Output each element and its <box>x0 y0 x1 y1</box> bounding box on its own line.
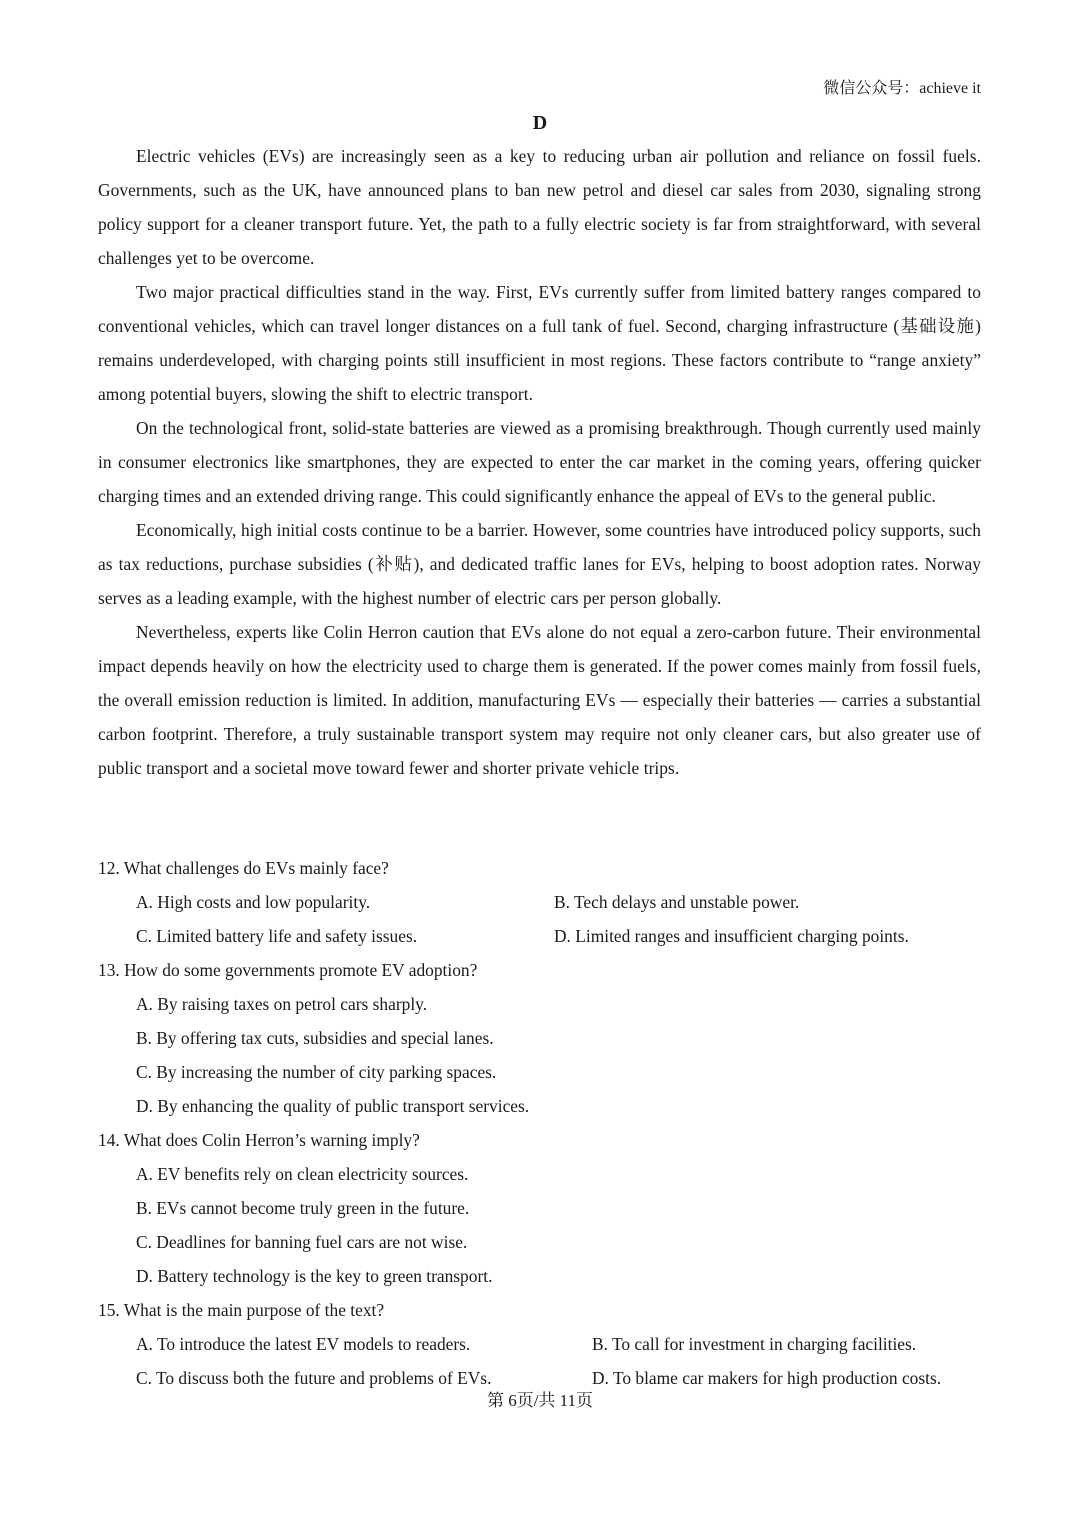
question-14-option-a: A. EV benefits rely on clean electricity sources. <box>136 1164 469 1184</box>
passage-paragraph: Economically, high initial costs continue to be a barrier. However, some countries have introduced policy supports, such as tax reductions, purchase subsidies (补贴), and dedicated traffic lanes for EVs, helping to boost adoption rates. Norway serves as a leading example, with the highest number of electric cars per person globally. <box>98 520 981 608</box>
question-14-option-b: B. EVs cannot become truly green in the future. <box>136 1198 470 1218</box>
wechat-watermark: 微信公众号：achieve it <box>823 80 981 97</box>
passage-paragraph: On the technological front, solid-state batteries are viewed as a promising breakthrough. Though currently used mainly in consumer electronics like smartphones, they are expected to enter the car market in the coming years, offering quicker charging times and an extended driving range. This could significantly enhance the appeal of EVs to the general public. <box>98 418 981 506</box>
passage-paragraph: Nevertheless, experts like Colin Herron caution that EVs alone do not equal a zero-carbon future. Their environmental impact depends heavily on how the electricity used to charge them is generated. If the power comes mainly from fossil fuels, the overall emission reduction is limited. In addition, manufacturing EVs — especially their batteries — carries a substantial carbon footprint. Therefore, a truly sustainable transport system may require not only cleaner cars, but also greater use of public transport and a societal move toward fewer and shorter private vehicle trips. <box>98 622 981 778</box>
reading-passage <box>98 139 981 785</box>
question-15-option-d: D. To blame car makers for high production costs. <box>592 1368 942 1388</box>
question-15-options-row-1 <box>98 1327 981 1361</box>
question-13-stem: 13. How do some governments promote EV adoption? <box>98 960 478 980</box>
passage-paragraph: Two major practical difficulties stand in the way. First, EVs currently suffer from limited battery ranges compared to conventional vehicles, which can travel longer distances on a full tank of fuel. Second, charging infrastructure (基础设施) remains underdeveloped, with charging points still insufficient in most regions. These factors contribute to “range anxiety” among potential buyers, slowing the shift to electric transport. <box>98 282 981 404</box>
question-13-option-a: A. By raising taxes on petrol cars sharply. <box>136 994 428 1014</box>
question-15-option-c: C. To discuss both the future and problems of EVs. <box>136 1368 492 1388</box>
question-12-options-row-2 <box>98 919 981 953</box>
question-13-option-b: B. By offering tax cuts, subsidies and special lanes. <box>136 1028 494 1048</box>
question-14-option-d: D. Battery technology is the key to green transport. <box>136 1266 493 1286</box>
question-12-option-c: C. Limited battery life and safety issues. <box>136 926 418 946</box>
question-13-option-c: C. By increasing the number of city parking spaces. <box>136 1062 497 1082</box>
question-14-option-c: C. Deadlines for banning fuel cars are not wise. <box>136 1232 468 1252</box>
question-12-option-a: A. High costs and low popularity. <box>136 892 371 912</box>
question-15-option-b: B. To call for investment in charging facilities. <box>592 1334 917 1354</box>
question-12-option-b: B. Tech delays and unstable power. <box>554 892 800 912</box>
question-15-stem: 15. What is the main purpose of the text? <box>98 1300 385 1320</box>
passage-paragraph: Electric vehicles (EVs) are increasingly seen as a key to reducing urban air pollution and reliance on fossil fuels. Governments, such as the UK, have announced plans to ban new petrol and diesel car sales from 2030, signaling strong policy support for a cleaner transport future. Yet, the path to a fully electric society is far from straightforward, with several challenges yet to be overcome. <box>98 146 981 268</box>
question-12-option-d: D. Limited ranges and insufficient charging points. <box>554 926 909 946</box>
question-12-options-row-1 <box>98 885 981 919</box>
question-12-stem: 12. What challenges do EVs mainly face? <box>98 858 389 878</box>
question-13-option-d: D. By enhancing the quality of public transport services. <box>136 1096 530 1116</box>
question-list <box>98 851 981 1395</box>
question-15-option-a: A. To introduce the latest EV models to readers. <box>136 1334 471 1354</box>
section-title: D <box>532 112 548 134</box>
page-number: 第 6页/共 11页 <box>486 1391 594 1410</box>
question-14-stem: 14. What does Colin Herron’s warning imply? <box>98 1130 420 1150</box>
